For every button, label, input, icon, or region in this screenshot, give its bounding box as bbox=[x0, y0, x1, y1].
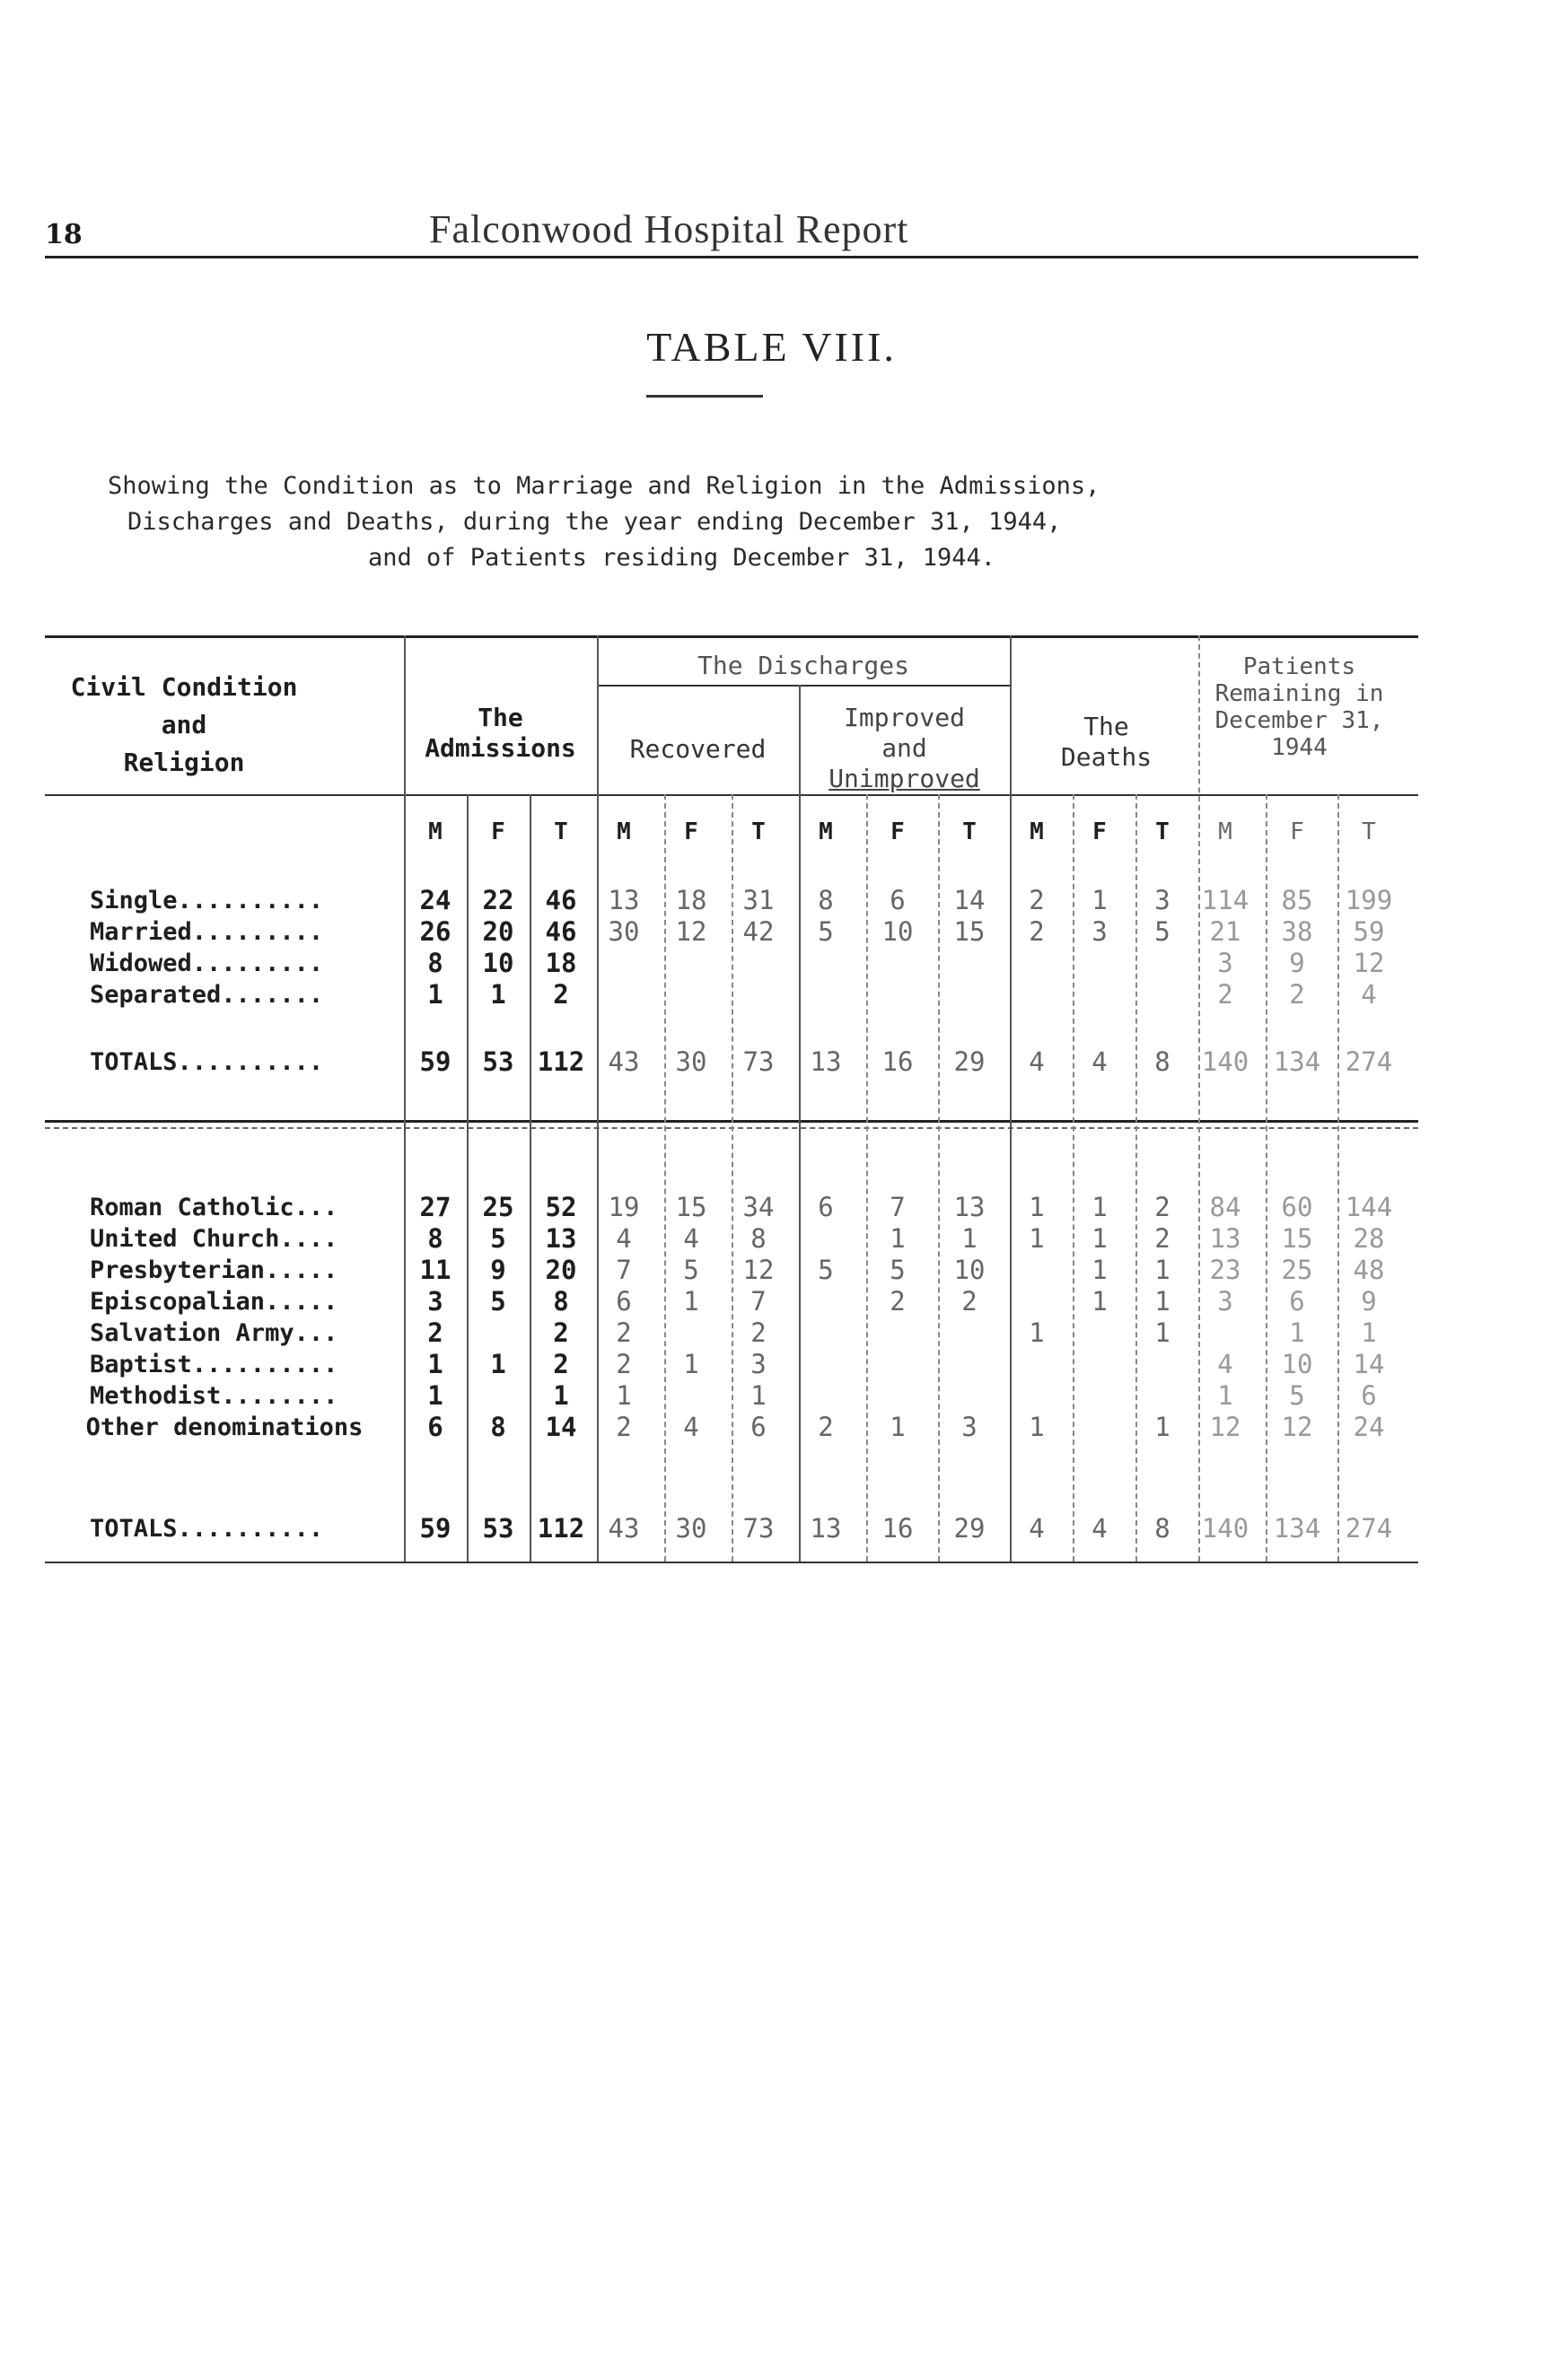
cell-single-deaths-f: 1 bbox=[1091, 885, 1108, 915]
cell-salvation-army-recovered-m: 2 bbox=[616, 1317, 632, 1348]
row-label-united-church: United Church.... bbox=[90, 1225, 338, 1253]
cell-other-denominations-deaths-t: 1 bbox=[1154, 1412, 1170, 1442]
subheading-recovered-m: M bbox=[617, 818, 631, 845]
cell-civil-totals-admissions-f: 53 bbox=[482, 1046, 514, 1077]
remaining-heading-line: December 31, bbox=[1214, 707, 1384, 734]
cell-roman-catholic-recovered-t: 34 bbox=[742, 1192, 775, 1222]
subheading-admissions-t: T bbox=[554, 818, 568, 845]
cell-separated-admissions-f: 1 bbox=[490, 979, 506, 1010]
cell-presbyterian-remaining-m: 23 bbox=[1209, 1255, 1241, 1285]
cell-methodist-remaining-f: 5 bbox=[1289, 1380, 1305, 1411]
cell-methodist-admissions-t: 1 bbox=[553, 1380, 569, 1411]
cell-methodist-recovered-m: 1 bbox=[616, 1380, 632, 1411]
cell-other-denominations-remaining-t: 24 bbox=[1353, 1412, 1385, 1442]
admissions-heading bbox=[404, 703, 597, 764]
cell-civil-totals-recovered-f: 30 bbox=[675, 1046, 707, 1077]
cell-married-remaining-m: 21 bbox=[1209, 916, 1241, 947]
cell-united-church-recovered-t: 8 bbox=[750, 1223, 767, 1254]
cell-roman-catholic-remaining-t: 144 bbox=[1345, 1192, 1393, 1222]
row-label-separated: Separated....... bbox=[90, 981, 324, 1009]
cell-single-recovered-m: 13 bbox=[608, 885, 640, 915]
cell-religion-totals-improved-t: 29 bbox=[953, 1513, 986, 1544]
cell-episcopalian-admissions-t: 8 bbox=[553, 1286, 569, 1317]
cell-presbyterian-admissions-m: 11 bbox=[419, 1255, 452, 1285]
row-label-roman-catholic: Roman Catholic... bbox=[90, 1194, 338, 1221]
cell-episcopalian-remaining-m: 3 bbox=[1217, 1286, 1233, 1317]
cell-single-improved-t: 14 bbox=[953, 885, 986, 915]
cell-single-remaining-m: 114 bbox=[1201, 885, 1249, 915]
cell-methodist-remaining-t: 6 bbox=[1361, 1380, 1377, 1411]
cell-united-church-recovered-m: 4 bbox=[616, 1223, 632, 1254]
cell-united-church-admissions-t: 13 bbox=[545, 1223, 577, 1254]
cell-separated-remaining-t: 4 bbox=[1361, 979, 1377, 1010]
cell-other-denominations-deaths-m: 1 bbox=[1029, 1412, 1045, 1442]
cell-baptist-admissions-m: 1 bbox=[427, 1349, 443, 1379]
cell-other-denominations-improved-m: 2 bbox=[818, 1412, 834, 1442]
remaining-heading-line: Remaining in bbox=[1214, 680, 1384, 707]
caption-line: Discharges and Deaths, during the year ending December 31, 1944, bbox=[127, 508, 1062, 536]
cell-methodist-recovered-t: 1 bbox=[750, 1380, 767, 1411]
subheading-improved-m: M bbox=[819, 818, 833, 845]
cell-presbyterian-admissions-t: 20 bbox=[545, 1255, 577, 1285]
cell-religion-totals-deaths-f: 4 bbox=[1091, 1513, 1108, 1544]
stub-heading-line: Religion bbox=[123, 748, 245, 777]
subheading-remaining-t: T bbox=[1362, 818, 1376, 845]
cell-single-admissions-f: 22 bbox=[482, 885, 514, 915]
cell-baptist-recovered-m: 2 bbox=[616, 1349, 632, 1379]
subheading-recovered-t: T bbox=[751, 818, 766, 845]
cell-roman-catholic-deaths-f: 1 bbox=[1091, 1192, 1108, 1222]
cell-presbyterian-improved-m: 5 bbox=[818, 1255, 834, 1285]
cell-married-admissions-m: 26 bbox=[419, 916, 452, 947]
cell-separated-remaining-f: 2 bbox=[1289, 979, 1305, 1010]
cell-civil-totals-admissions-t: 112 bbox=[537, 1046, 585, 1077]
cell-married-recovered-t: 42 bbox=[742, 916, 775, 947]
improved-heading bbox=[799, 703, 1010, 794]
deaths-heading-line: The bbox=[1083, 712, 1129, 741]
cell-civil-totals-remaining-f: 134 bbox=[1273, 1046, 1321, 1077]
cell-separated-remaining-m: 2 bbox=[1217, 979, 1233, 1010]
cell-methodist-admissions-m: 1 bbox=[427, 1380, 443, 1411]
row-label-methodist: Methodist........ bbox=[90, 1382, 338, 1410]
cell-civil-totals-deaths-m: 4 bbox=[1029, 1046, 1045, 1077]
cell-episcopalian-deaths-f: 1 bbox=[1091, 1286, 1108, 1317]
remaining-heading bbox=[1180, 653, 1418, 761]
table-title: TABLE VIII. bbox=[646, 324, 897, 370]
cell-presbyterian-recovered-m: 7 bbox=[616, 1255, 632, 1285]
deaths-heading bbox=[1010, 712, 1203, 773]
cell-other-denominations-admissions-f: 8 bbox=[490, 1412, 506, 1442]
cell-civil-totals-recovered-m: 43 bbox=[608, 1046, 640, 1077]
subheading-remaining-m: M bbox=[1218, 818, 1232, 845]
row-label-salvation-army: Salvation Army... bbox=[90, 1319, 338, 1347]
subheading-deaths-t: T bbox=[1155, 818, 1170, 845]
cell-religion-totals-deaths-t: 8 bbox=[1154, 1513, 1170, 1544]
cell-single-improved-m: 8 bbox=[818, 885, 834, 915]
deaths-heading-line: Deaths bbox=[1060, 742, 1153, 772]
cell-presbyterian-improved-f: 5 bbox=[890, 1255, 906, 1285]
stub-heading bbox=[45, 669, 323, 782]
cell-episcopalian-recovered-m: 6 bbox=[616, 1286, 632, 1317]
cell-widowed-admissions-t: 18 bbox=[545, 948, 577, 978]
cell-baptist-admissions-f: 1 bbox=[490, 1349, 506, 1379]
cell-roman-catholic-remaining-f: 60 bbox=[1281, 1192, 1313, 1222]
cell-civil-totals-improved-t: 29 bbox=[953, 1046, 986, 1077]
cell-united-church-admissions-m: 8 bbox=[427, 1223, 443, 1254]
cell-united-church-remaining-f: 15 bbox=[1281, 1223, 1313, 1254]
cell-religion-totals-deaths-m: 4 bbox=[1029, 1513, 1045, 1544]
subheading-improved-t: T bbox=[962, 818, 977, 845]
cell-salvation-army-deaths-t: 1 bbox=[1154, 1317, 1170, 1348]
caption-line: and of Patients residing December 31, 1944. bbox=[368, 544, 995, 572]
subheading-improved-f: F bbox=[890, 818, 905, 845]
cell-other-denominations-improved-f: 1 bbox=[890, 1412, 906, 1442]
cell-baptist-remaining-f: 10 bbox=[1281, 1349, 1313, 1379]
cell-episcopalian-recovered-f: 1 bbox=[683, 1286, 699, 1317]
cell-roman-catholic-recovered-m: 19 bbox=[608, 1192, 640, 1222]
discharges-rule bbox=[597, 685, 1010, 687]
cell-single-deaths-m: 2 bbox=[1029, 885, 1045, 915]
cell-married-deaths-f: 3 bbox=[1091, 916, 1108, 947]
remaining-heading-line: Patients bbox=[1242, 653, 1356, 680]
cell-presbyterian-remaining-t: 48 bbox=[1353, 1255, 1385, 1285]
cell-presbyterian-remaining-f: 25 bbox=[1281, 1255, 1313, 1285]
cell-civil-totals-deaths-f: 4 bbox=[1091, 1046, 1108, 1077]
cell-salvation-army-admissions-t: 2 bbox=[553, 1317, 569, 1348]
subheading-admissions-m: M bbox=[428, 818, 443, 845]
cell-salvation-army-recovered-t: 2 bbox=[750, 1317, 767, 1348]
admissions-heading-line: Admissions bbox=[425, 733, 576, 763]
cell-other-denominations-recovered-f: 4 bbox=[683, 1412, 699, 1442]
cell-salvation-army-admissions-m: 2 bbox=[427, 1317, 443, 1348]
cell-married-recovered-m: 30 bbox=[608, 916, 640, 947]
cell-civil-totals-admissions-m: 59 bbox=[419, 1046, 452, 1077]
cell-roman-catholic-recovered-f: 15 bbox=[675, 1192, 707, 1222]
cell-united-church-deaths-t: 2 bbox=[1154, 1223, 1170, 1254]
cell-other-denominations-admissions-m: 6 bbox=[427, 1412, 443, 1442]
cell-other-denominations-improved-t: 3 bbox=[961, 1412, 978, 1442]
cell-married-remaining-t: 59 bbox=[1353, 916, 1385, 947]
cell-roman-catholic-improved-m: 6 bbox=[818, 1192, 834, 1222]
cell-salvation-army-remaining-t: 1 bbox=[1361, 1317, 1377, 1348]
cell-baptist-recovered-t: 3 bbox=[750, 1349, 767, 1379]
cell-presbyterian-admissions-f: 9 bbox=[490, 1255, 506, 1285]
cell-religion-totals-recovered-m: 43 bbox=[608, 1513, 640, 1544]
row-label-single: Single.......... bbox=[90, 887, 324, 914]
improved-heading-line: and bbox=[881, 733, 927, 763]
cell-salvation-army-remaining-f: 1 bbox=[1289, 1317, 1305, 1348]
cell-united-church-deaths-f: 1 bbox=[1091, 1223, 1108, 1254]
row-label-other-denominations: Other denominations bbox=[85, 1413, 364, 1441]
cell-roman-catholic-admissions-t: 52 bbox=[545, 1192, 577, 1222]
subheading-remaining-f: F bbox=[1290, 818, 1304, 845]
cell-united-church-admissions-f: 5 bbox=[490, 1223, 506, 1254]
subheading-admissions-f: F bbox=[491, 818, 505, 845]
remaining-heading-line: 1944 bbox=[1271, 734, 1328, 761]
cell-episcopalian-recovered-t: 7 bbox=[750, 1286, 767, 1317]
cell-married-admissions-f: 20 bbox=[482, 916, 514, 947]
cell-united-church-recovered-f: 4 bbox=[683, 1223, 699, 1254]
cell-presbyterian-deaths-f: 1 bbox=[1091, 1255, 1108, 1285]
cell-methodist-remaining-m: 1 bbox=[1217, 1380, 1233, 1411]
cell-roman-catholic-remaining-m: 84 bbox=[1209, 1192, 1241, 1222]
cell-roman-catholic-deaths-t: 2 bbox=[1154, 1192, 1170, 1222]
caption-line: Showing the Condition as to Marriage and Religion in the Admissions, bbox=[108, 472, 1100, 500]
improved-heading-line: Improved bbox=[844, 703, 965, 732]
cell-civil-totals-improved-m: 13 bbox=[810, 1046, 842, 1077]
cell-baptist-remaining-t: 14 bbox=[1353, 1349, 1385, 1379]
cell-married-remaining-f: 38 bbox=[1281, 916, 1313, 947]
cell-single-deaths-t: 3 bbox=[1154, 885, 1170, 915]
recovered-heading: Recovered bbox=[629, 734, 767, 764]
cell-episcopalian-admissions-m: 3 bbox=[427, 1286, 443, 1317]
cell-religion-totals-recovered-t: 73 bbox=[742, 1513, 775, 1544]
row-label-married: Married......... bbox=[90, 918, 324, 946]
cell-single-admissions-m: 24 bbox=[419, 885, 452, 915]
cell-united-church-deaths-m: 1 bbox=[1029, 1223, 1045, 1254]
cell-married-improved-m: 5 bbox=[818, 916, 834, 947]
cell-roman-catholic-deaths-m: 1 bbox=[1029, 1192, 1045, 1222]
stub-heading-line: Civil Condition bbox=[70, 672, 298, 702]
subheading-deaths-m: M bbox=[1030, 818, 1044, 845]
cell-single-recovered-f: 18 bbox=[675, 885, 707, 915]
table-bottom-rule bbox=[45, 1562, 1418, 1563]
cell-civil-totals-improved-f: 16 bbox=[881, 1046, 914, 1077]
cell-other-denominations-recovered-m: 2 bbox=[616, 1412, 632, 1442]
cell-religion-totals-remaining-f: 134 bbox=[1273, 1513, 1321, 1544]
cell-married-improved-f: 10 bbox=[881, 916, 914, 947]
cell-civil-totals-remaining-t: 274 bbox=[1345, 1046, 1393, 1077]
cell-episcopalian-admissions-f: 5 bbox=[490, 1286, 506, 1317]
cell-religion-totals-recovered-f: 30 bbox=[675, 1513, 707, 1544]
stub-heading-line: and bbox=[161, 710, 207, 739]
cell-episcopalian-deaths-t: 1 bbox=[1154, 1286, 1170, 1317]
cell-civil-totals-recovered-t: 73 bbox=[742, 1046, 775, 1077]
running-title: Falconwood Hospital Report bbox=[429, 207, 909, 251]
cell-salvation-army-deaths-m: 1 bbox=[1029, 1317, 1045, 1348]
cell-episcopalian-improved-t: 2 bbox=[961, 1286, 978, 1317]
cell-other-denominations-remaining-m: 12 bbox=[1209, 1412, 1241, 1442]
cell-single-admissions-t: 46 bbox=[545, 885, 577, 915]
cell-civil-totals-remaining-m: 140 bbox=[1201, 1046, 1249, 1077]
row-label-civil-totals: TOTALS.......... bbox=[90, 1048, 324, 1076]
cell-baptist-admissions-t: 2 bbox=[553, 1349, 569, 1379]
cell-married-deaths-t: 5 bbox=[1154, 916, 1170, 947]
cell-roman-catholic-improved-f: 7 bbox=[890, 1192, 906, 1222]
cell-widowed-remaining-m: 3 bbox=[1217, 948, 1233, 978]
cell-separated-admissions-t: 2 bbox=[553, 979, 569, 1010]
row-label-widowed: Widowed......... bbox=[90, 949, 324, 977]
cell-married-deaths-m: 2 bbox=[1029, 916, 1045, 947]
cell-episcopalian-improved-f: 2 bbox=[890, 1286, 906, 1317]
cell-episcopalian-remaining-f: 6 bbox=[1289, 1286, 1305, 1317]
cell-single-improved-f: 6 bbox=[890, 885, 906, 915]
cell-religion-totals-admissions-t: 112 bbox=[537, 1513, 585, 1544]
cell-widowed-remaining-f: 9 bbox=[1289, 948, 1305, 978]
cell-other-denominations-recovered-t: 6 bbox=[750, 1412, 767, 1442]
row-label-baptist: Baptist.......... bbox=[90, 1351, 338, 1378]
cell-civil-totals-deaths-t: 8 bbox=[1154, 1046, 1170, 1077]
cell-religion-totals-remaining-t: 274 bbox=[1345, 1513, 1393, 1544]
cell-single-remaining-t: 199 bbox=[1345, 885, 1393, 915]
improved-heading-line: Unimproved bbox=[828, 764, 980, 793]
cell-united-church-improved-t: 1 bbox=[961, 1223, 978, 1254]
cell-single-recovered-t: 31 bbox=[742, 885, 775, 915]
row-label-presbyterian: Presbyterian..... bbox=[90, 1256, 338, 1284]
table-top-rule bbox=[45, 635, 1418, 638]
cell-presbyterian-recovered-f: 5 bbox=[683, 1255, 699, 1285]
cell-presbyterian-deaths-t: 1 bbox=[1154, 1255, 1170, 1285]
cell-religion-totals-improved-m: 13 bbox=[810, 1513, 842, 1544]
cell-widowed-admissions-m: 8 bbox=[427, 948, 443, 978]
row-label-episcopalian: Episcopalian..... bbox=[90, 1288, 338, 1316]
page-number: 18 bbox=[45, 219, 83, 250]
cell-religion-totals-admissions-f: 53 bbox=[482, 1513, 514, 1544]
cell-married-admissions-t: 46 bbox=[545, 916, 577, 947]
admissions-heading-line: The bbox=[478, 703, 523, 732]
row-label-religion-totals: TOTALS.......... bbox=[90, 1515, 324, 1543]
cell-united-church-improved-f: 1 bbox=[890, 1223, 906, 1254]
cell-presbyterian-improved-t: 10 bbox=[953, 1255, 986, 1285]
cell-other-denominations-remaining-f: 12 bbox=[1281, 1412, 1313, 1442]
cell-other-denominations-admissions-t: 14 bbox=[545, 1412, 577, 1442]
cell-presbyterian-recovered-t: 12 bbox=[742, 1255, 775, 1285]
cell-roman-catholic-admissions-m: 27 bbox=[419, 1192, 452, 1222]
cell-widowed-remaining-t: 12 bbox=[1353, 948, 1385, 978]
cell-religion-totals-remaining-m: 140 bbox=[1201, 1513, 1249, 1544]
cell-baptist-recovered-f: 1 bbox=[683, 1349, 699, 1379]
subheading-deaths-f: F bbox=[1092, 818, 1107, 845]
cell-baptist-remaining-m: 4 bbox=[1217, 1349, 1233, 1379]
cell-widowed-admissions-f: 10 bbox=[482, 948, 514, 978]
cell-united-church-remaining-t: 28 bbox=[1353, 1223, 1385, 1254]
cell-roman-catholic-improved-t: 13 bbox=[953, 1192, 986, 1222]
subheading-recovered-f: F bbox=[684, 818, 698, 845]
discharges-heading: The Discharges bbox=[697, 651, 909, 680]
cell-married-recovered-f: 12 bbox=[675, 916, 707, 947]
cell-united-church-remaining-m: 13 bbox=[1209, 1223, 1241, 1254]
cell-single-remaining-f: 85 bbox=[1281, 885, 1313, 915]
cell-religion-totals-admissions-m: 59 bbox=[419, 1513, 452, 1544]
cell-roman-catholic-admissions-f: 25 bbox=[482, 1192, 514, 1222]
cell-separated-admissions-m: 1 bbox=[427, 979, 443, 1010]
cell-religion-totals-improved-f: 16 bbox=[881, 1513, 914, 1544]
cell-married-improved-t: 15 bbox=[953, 916, 986, 947]
cell-episcopalian-remaining-t: 9 bbox=[1361, 1286, 1377, 1317]
